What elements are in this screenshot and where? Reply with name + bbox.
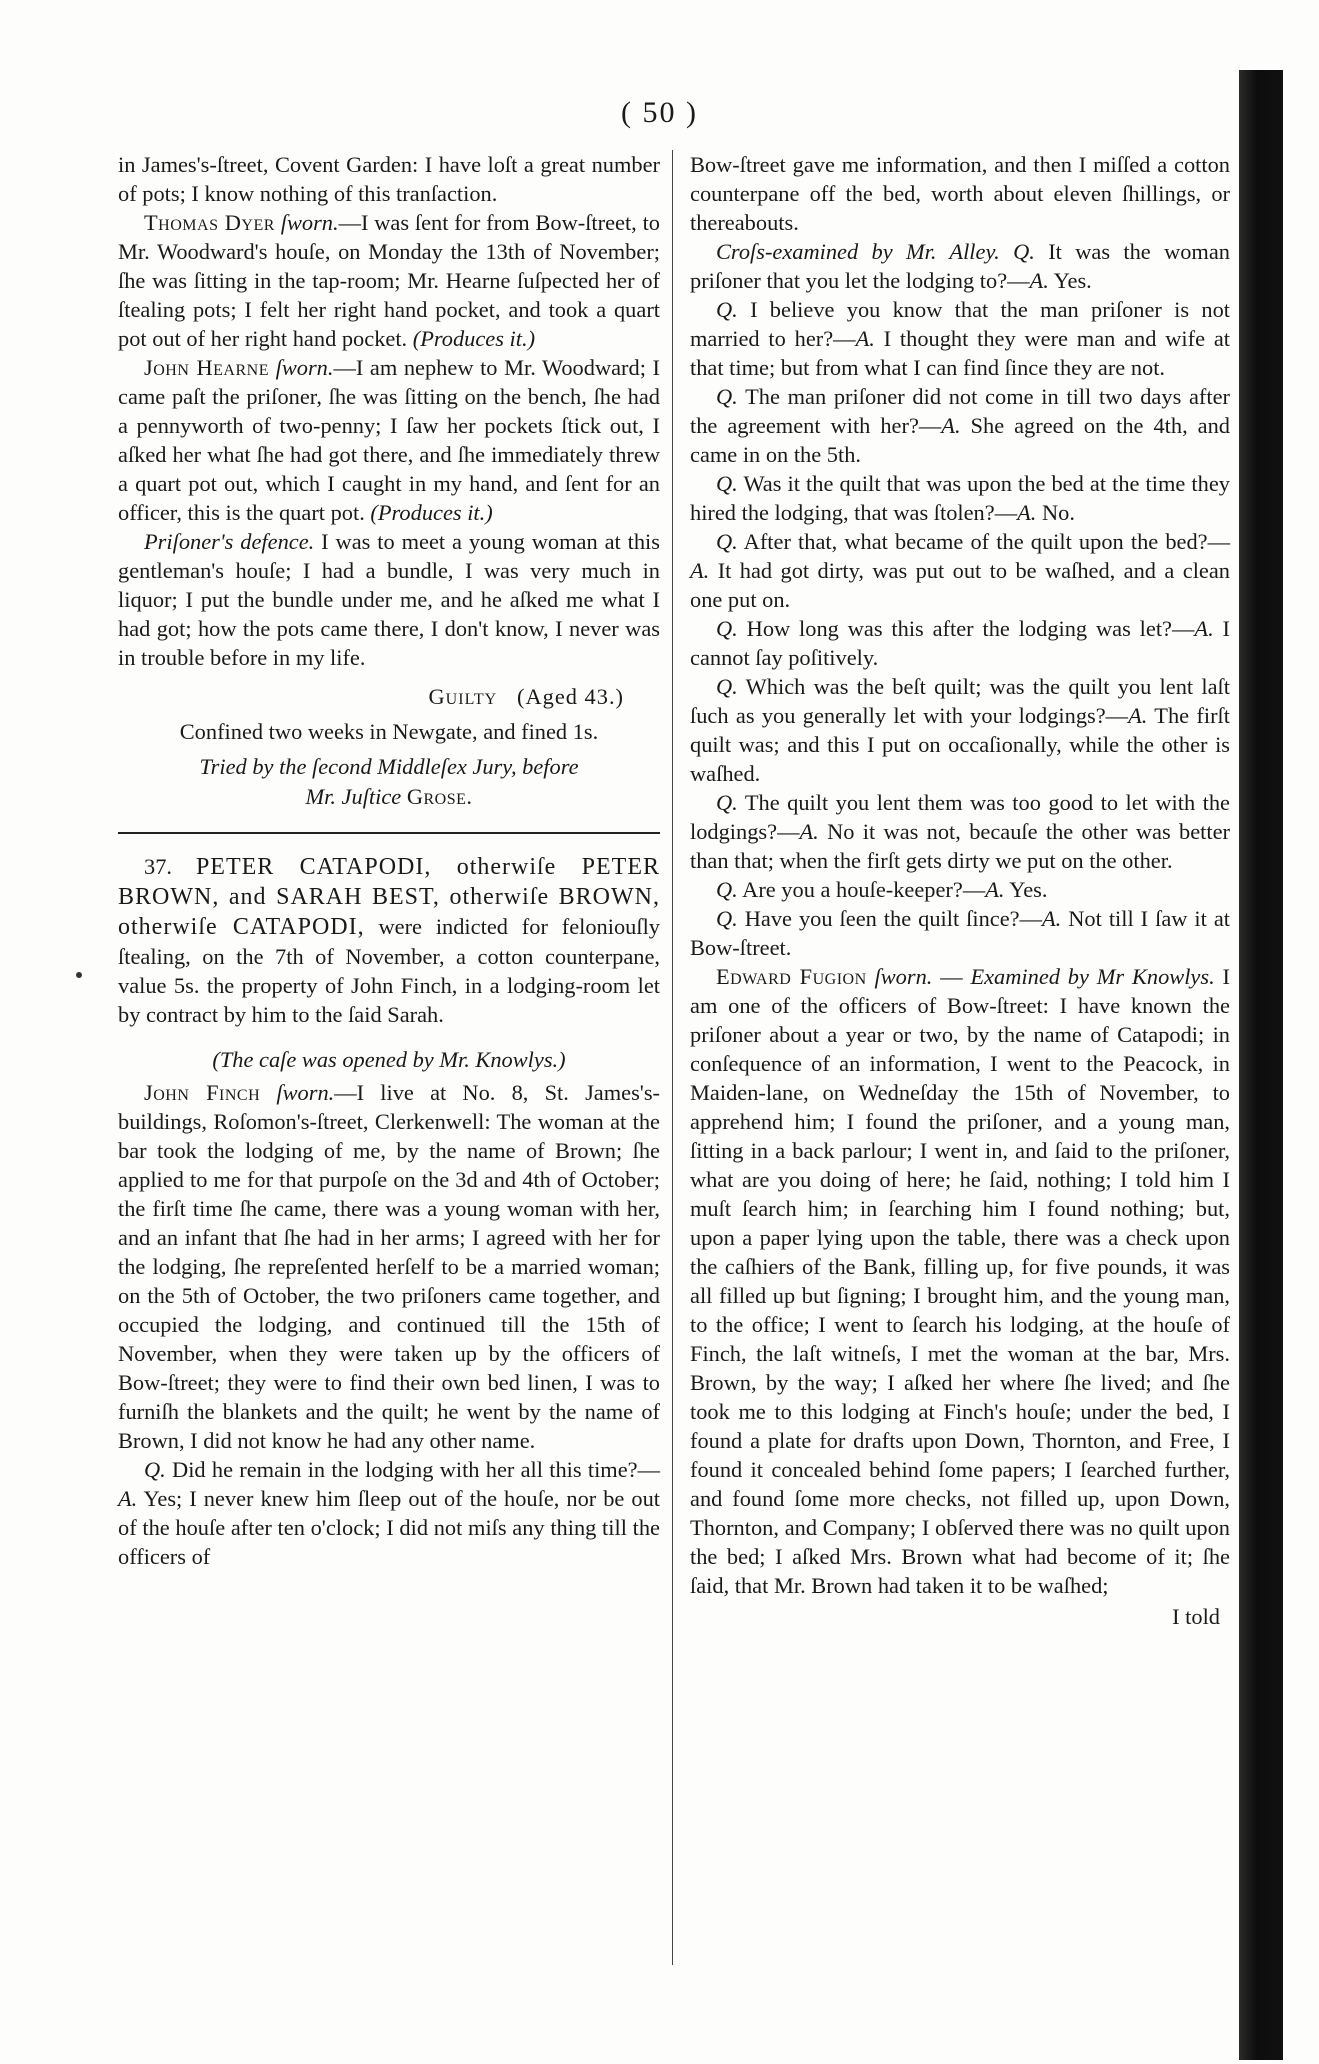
text-run (260, 1080, 276, 1105)
page-number: ( 50 ) (621, 96, 698, 129)
text-run: The quilt you lent them was too good to let with the lodgings?— (690, 790, 1230, 844)
tried-judge: Grose. (406, 784, 473, 809)
text-run: Q. (716, 616, 738, 641)
text-run: —I was ſent for from Bow-ſtreet, to Mr. Woodward's houſe, on Monday the 13th of November; ſhe was ſitting in the tap-room; Mr. Hearne ſuſpected her of ſtealing pots; I felt her right hand pocket, and took a quart pot out of her right hand pocket. (118, 210, 660, 351)
text-run: A. (985, 877, 1005, 902)
text-run: Q. (716, 471, 738, 496)
paragraph-r2 (690, 237, 1230, 295)
page-edge-shadow (1239, 70, 1283, 2060)
paragraph-r6 (690, 527, 1230, 614)
left-column-testimony (118, 1078, 660, 1571)
text-run: —I am nephew to Mr. Woodward; I came paſt the priſoner, ſhe was ſitting on the bench, ſhe had a pennyworth of two-penny; I ſaw her pockets ſtick out, I aſked her what ſhe had got there, and ſhe immediately threw a quart pot out, which I caught in my hand, and ſent for an officer, this is the quart pot. (118, 355, 660, 525)
text-run: Q. (716, 297, 738, 322)
text-run: Edward Fugion (716, 964, 867, 989)
text-run: A. (855, 326, 875, 351)
text-run: I believe you know that the man priſoner is not married to her?— (690, 297, 1230, 351)
ink-speck (76, 972, 82, 978)
text-run: She agreed on the 4th, and came in on the 5th. (690, 413, 1231, 467)
left-column-paragraphs (118, 150, 660, 672)
text-run: —I live at No. 8, St. James's-buildings, Roſomon's-ſtreet, Clerkenwell: The woman at the bar took the lodging of me, by the name of Brown; ſhe applied to me for that purpoſe on the 3d and 4th of October; the firſt time ſhe came, there was a young woman with her, and an infant that ſhe had in her arms; I agreed with her for the lodging, ſhe repreſented herſelf to be a married woman; on the 5th of October, the two priſoners came together, and occupied the lodging, and continued till the 15th of November, when they were taken up by the officers of Bow-ſtreet; they were to find their own bed linen, I was to furniſh the blankets and the quilt; he went by the name of Brown, I did not know he had any other name. (118, 1080, 660, 1453)
paragraph-l4 (118, 527, 660, 672)
paragraph-l3 (118, 353, 660, 527)
text-run: Q. (144, 1457, 166, 1482)
paragraph-r3 (690, 295, 1230, 382)
paragraph-l6 (118, 1455, 660, 1571)
paragraph-l5 (118, 1078, 660, 1455)
paragraph-r8 (690, 672, 1230, 788)
verdict (118, 682, 624, 711)
text-run: Examined by Mr Knowlys. (970, 964, 1215, 989)
tried-line-1: Tried by the ſecond Middleſex Jury, before (199, 754, 579, 779)
text-run: Priſoner's defence. (144, 529, 315, 554)
text-run: John Finch (144, 1080, 261, 1105)
text-run: Q. (716, 384, 738, 409)
text-run: A. (1042, 906, 1062, 931)
text-run: The man priſoner did not come in till two days after the agreement with her?— (690, 384, 1230, 438)
verdict-age: (Aged 43.) (517, 684, 624, 709)
text-run: — (932, 964, 971, 989)
text-run: Q. (716, 877, 738, 902)
text-run: I cannot ſay poſitively. (690, 616, 1230, 670)
text-run: Q. (716, 674, 738, 699)
text-run: Not till I ſaw it at Bow-ſtreet. (690, 906, 1230, 960)
text-run: Yes. (1004, 877, 1048, 902)
paragraph-r4 (690, 382, 1230, 469)
text-run: Did he remain in the lodging with her all this time?— (165, 1457, 660, 1482)
paragraph-r1 (690, 150, 1230, 237)
paragraph-r12 (690, 962, 1230, 1600)
text-run: A. (941, 413, 961, 438)
text-run: A. (118, 1486, 138, 1511)
case-defendants: PETER CATAPODI, otherwiſe PETER BROWN, and SARAH BEST, otherwiſe BROWN, otherwiſe CATAPODI, (118, 854, 660, 940)
text-run: A. (799, 819, 819, 844)
case-opened-note: (The caſe was opened by Mr. Knowlys.) (212, 1047, 566, 1072)
text-run: Was it the quilt that was upon the bed at the time they hired the lodging, that was ſtolen?— (690, 471, 1230, 525)
paragraph-r7 (690, 614, 1230, 672)
paragraph-r9 (690, 788, 1230, 875)
verdict-word: Guilty (428, 684, 498, 709)
text-run: in James's-ſtreet, Covent Garden: I have loſt a great number of pots; I know nothing of this tranſaction. (118, 152, 660, 206)
tried-line-2: Mr. Juſtice (305, 784, 402, 809)
case-intro (118, 852, 660, 1029)
text-run: A. (1194, 616, 1214, 641)
text-run: Q. (716, 906, 738, 931)
text-run: I am one of the officers of Bow-ſtreet: I have known the priſoner about a year or two, by the name of Catapodi; in conſequence of an information, I went to the Peacock, in Maiden-lane, on Wedneſday the 15th of November, to apprehend him; I found the priſoner, and a young man, ſitting in a back parlour; I went in, and ſaid to the priſoner, what are you doing of here; he ſaid, nothing; I told him I muſt ſearch him; in ſearching him I found nothing; but, upon a paper lying upon the table, there was a check upon the caſhiers of the Bank, filling up, for five pounds, it was all filled up but ſigning; I brought him, and the young man, to the office; I went to ſearch his lodging, at the houſe of Finch, the laſt witneſs, I met the woman at the bar, Mrs. Brown, by the way; I aſked her where ſhe lived; and ſhe took me to this lodging at Finch's houſe; under the bed, I found a plate for drafts upon Down, Thornton, and Free, I found it concealed behind ſome papers; I ſearched further, and found ſome more checks, not filled up, upon Down, Thornton, and Company; I obſerved there was no quilt upon the bed; I aſked Mrs. Brown what had become of it; ſhe ſaid, that Mr. Brown had taken it to be waſhed; (690, 964, 1230, 1598)
column-divider (672, 150, 673, 1965)
paragraph-r5 (690, 469, 1230, 527)
text-run: (Produces it.) (370, 500, 493, 525)
text-run: Have you ſeen the quilt ſince?— (737, 906, 1042, 931)
section-divider (118, 832, 660, 834)
right-column-testimony (690, 150, 1230, 1600)
text-run: Are you a houſe-keeper?— (737, 877, 986, 902)
paragraph-r10 (690, 875, 1230, 904)
text-run: A. (1017, 500, 1037, 525)
text-run: Q. (1013, 239, 1035, 264)
text-run: No. (1036, 500, 1075, 525)
text-run: ſworn. (275, 355, 334, 380)
left-column (118, 150, 660, 1571)
text-run: ſworn. (280, 210, 339, 235)
text-run: A. (690, 558, 710, 583)
text-run: Bow-ſtreet gave me information, and then I miſſed a cotton counterpane off the bed, worth about eleven ſhillings, or thereabouts. (690, 152, 1230, 235)
text-run: No it was not, becauſe the other was better than that; when the firſt gets dirty we put on the other. (690, 819, 1230, 873)
paragraph-r11 (690, 904, 1230, 962)
text-run: Croſs-examined by Mr. Alley. (716, 239, 1000, 264)
text-run: Thomas Dyer (144, 210, 275, 235)
paragraph-l1 (118, 150, 660, 208)
text-run: Which was the beſt quilt; was the quilt you lent laſt ſuch as you generally let with your lodgings?— (690, 674, 1230, 728)
case-indictment: were indicted for feloniouſly ſtealing, on the 7th of November, a cotton counterpane, value 5s. the property of John Finch, in a lodging-room let by contract by him to the ſaid Sarah. (118, 914, 660, 1027)
text-run: How long was this after the lodging was let?— (737, 616, 1195, 641)
text-run: After that, what became of the quilt upon the bed?— (737, 529, 1230, 554)
case-number: 37. (144, 854, 172, 879)
text-run: Yes. (1048, 268, 1092, 293)
text-run: ſworn. (874, 964, 933, 989)
sentence: Confined two weeks in Newgate, and fined 1s. (179, 719, 599, 744)
text-run: It was the woman priſoner that you let the lodging to?— (690, 239, 1230, 293)
text-run: I thought they were man and wife at that time; but from what I can find ſince they are not. (690, 326, 1230, 380)
text-run: Yes; I never knew him ſleep out of the houſe, nor be out of the houſe after ten o'clock; I did not miſs any thing till the officers of (118, 1486, 660, 1569)
text-run: Q. (716, 790, 738, 815)
text-run: The firſt quilt was; and this I put on occaſionally, while the other is waſhed. (690, 703, 1230, 786)
catchword: I told (1172, 1604, 1220, 1629)
tried-before (118, 752, 660, 812)
text-run: John Hearne (144, 355, 269, 380)
text-run: A. (1029, 268, 1049, 293)
text-run (1000, 239, 1013, 264)
text-run: Q. (716, 529, 738, 554)
paragraph-l2 (118, 208, 660, 353)
text-run: ſworn. (276, 1080, 335, 1105)
text-run (269, 355, 276, 380)
text-run (867, 964, 875, 989)
text-run: A. (1128, 703, 1148, 728)
right-column (690, 150, 1230, 1631)
text-run: I was to meet a young woman at this gentleman's houſe; I had a bundle, I was very much in liquor; I put the bundle under me, and he aſked me what I had got; how the pots came there, I don't know, I never was in trouble before in my life. (118, 529, 660, 670)
text-run: It had got dirty, was put out to be waſhed, and a clean one put on. (690, 558, 1230, 612)
text-run: (Produces it.) (412, 326, 536, 351)
